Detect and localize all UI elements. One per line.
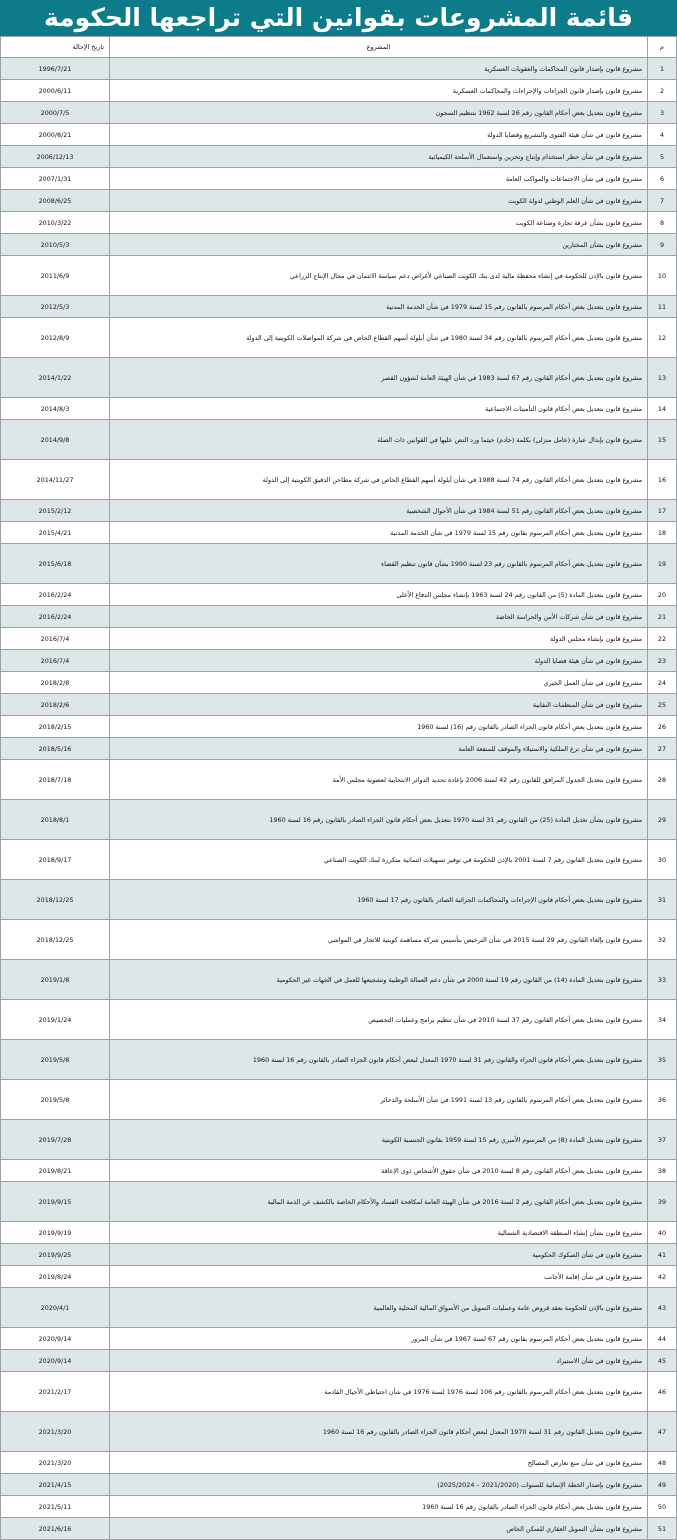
table-row — [1, 1080, 677, 1120]
row-number: 19 — [648, 544, 677, 584]
row-referral-date: 2019/8/24 — [1, 1266, 110, 1288]
table-row — [1, 1244, 677, 1266]
row-number: 44 — [648, 1328, 677, 1350]
row-referral-date: 2019/1/24 — [1, 1000, 110, 1040]
row-number: 14 — [648, 398, 677, 420]
table-row — [1, 146, 677, 168]
row-number: 48 — [648, 1452, 677, 1474]
row-number: 12 — [648, 318, 677, 358]
table-row — [1, 460, 677, 500]
row-number: 50 — [648, 1496, 677, 1518]
table-row — [1, 398, 677, 420]
table-row — [1, 1350, 677, 1372]
row-referral-date: 2018/2/6 — [1, 694, 110, 716]
table-row — [1, 168, 677, 190]
row-number: 28 — [648, 760, 677, 800]
row-referral-date: 2021/3/20 — [1, 1452, 110, 1474]
row-project: مشروع قانون في شأن إقامة الأجانب — [110, 1266, 648, 1288]
row-project: مشروع قانون بإصدار قانون المحاكمات والعقوبات العسكرية — [110, 58, 648, 80]
row-number: 40 — [648, 1222, 677, 1244]
row-referral-date: 2019/1/8 — [1, 960, 110, 1000]
table-row — [1, 420, 677, 460]
row-project: مشروع قانون بشأن التمويل العقاري للسكن الخاص — [110, 1518, 648, 1540]
table-row — [1, 1160, 677, 1182]
row-number: 30 — [648, 840, 677, 880]
row-referral-date: 2018/12/25 — [1, 880, 110, 920]
row-referral-date: 2019/8/21 — [1, 1160, 110, 1182]
row-referral-date: 1996/7/21 — [1, 58, 110, 80]
row-number: 46 — [648, 1372, 677, 1412]
row-number: 1 — [648, 58, 677, 80]
table-row — [1, 840, 677, 880]
table-row — [1, 760, 677, 800]
row-number: 3 — [648, 102, 677, 124]
row-number: 29 — [648, 800, 677, 840]
row-number: 22 — [648, 628, 677, 650]
row-number: 16 — [648, 460, 677, 500]
header-number: م — [648, 37, 677, 58]
row-number: 25 — [648, 694, 677, 716]
row-referral-date: 2018/2/15 — [1, 716, 110, 738]
row-number: 5 — [648, 146, 677, 168]
row-number: 23 — [648, 650, 677, 672]
row-referral-date: 2016/7/4 — [1, 650, 110, 672]
row-referral-date: 2016/7/4 — [1, 628, 110, 650]
row-referral-date: 2014/9/8 — [1, 420, 110, 460]
row-referral-date: 2015/2/12 — [1, 500, 110, 522]
row-referral-date: 2021/4/15 — [1, 1474, 110, 1496]
table-row — [1, 500, 677, 522]
row-project: مشروع قانون بالإذن للحكومة بعقد قروض عامة وعمليات التمويل من الأسواق المالية المحلية والعالمية — [110, 1288, 648, 1328]
table-row — [1, 1288, 677, 1328]
row-referral-date: 2020/4/1 — [1, 1288, 110, 1328]
row-number: 15 — [648, 420, 677, 460]
row-project: مشروع قانون بتعديل المادة (5) من القانون رقم 24 لسنة 1963 بإنشاء مجلس الدفاع الأعلى — [110, 584, 648, 606]
row-project: مشروع قانون بتعديل بعض أحكام القانون رقم 37 لسنة 2010 في شأن تنظيم برامج وعمليات التخصيص — [110, 1000, 648, 1040]
projects-table — [0, 36, 677, 1540]
table-row — [1, 1412, 677, 1452]
row-project: مشروع قانون بتعديل بعض أحكام قانون الجزاء الصادر بالقانون رقم 16 لسنة 1960 — [110, 1496, 648, 1518]
row-number: 34 — [648, 1000, 677, 1040]
row-project: مشروع قانون في شأن نزع الملكية والاستيلاء والموقف للمنفعة العامة — [110, 738, 648, 760]
row-referral-date: 2021/5/11 — [1, 1496, 110, 1518]
table-row — [1, 716, 677, 738]
page-title: قائمة المشروعات بقوانين التي تراجعها الحكومة — [0, 0, 677, 36]
row-project: مشروع قانون بتعديل بعض أحكام قانون الإجراءات والمحاكمات الجزائية الصادر بالقانون رقم 17 لسنة 1960 — [110, 880, 648, 920]
table-row — [1, 1266, 677, 1288]
row-referral-date: 2016/2/24 — [1, 584, 110, 606]
row-project: مشروع قانون بتعديل الجدول المرافق للقانون رقم 42 لسنة 2006 بإعادة تحديد الدوائر الانتخابية لعضوية مجلس الأمة — [110, 760, 648, 800]
table-row — [1, 1496, 677, 1518]
row-project: مشروع قانون بتعديل بعض أحكام المرسوم بالقانون رقم 23 لسنة 1990 بشأن قانون تنظيم القضاء — [110, 544, 648, 584]
row-referral-date: 2007/1/31 — [1, 168, 110, 190]
row-number: 10 — [648, 256, 677, 296]
row-project: مشروع قانون في شأن العلم الوطني لدولة الكويت — [110, 190, 648, 212]
row-number: 20 — [648, 584, 677, 606]
table-row — [1, 234, 677, 256]
row-referral-date: 2011/6/9 — [1, 256, 110, 296]
row-project: مشروع قانون بالإذن للحكومة في إنشاء محفظة مالية لدى بنك الكويت الصناعي لأغراض دعم سياسة الائتمان في مجال الإنتاج الزراعي — [110, 256, 648, 296]
row-number: 42 — [648, 1266, 677, 1288]
row-project: مشروع قانون بتعديل بعض أحكام المرسوم بقانون رقم 67 لسنة 1967 في شأن المرور — [110, 1328, 648, 1350]
row-number: 4 — [648, 124, 677, 146]
row-project: مشروع قانون بتعديل المادة (8) من المرسوم الأميري رقم 15 لسنة 1959 بقانون الجنسية الكويتية — [110, 1120, 648, 1160]
row-number: 51 — [648, 1518, 677, 1540]
row-referral-date: 2018/9/17 — [1, 840, 110, 880]
row-project: مشروع قانون في شأن المنظمات النقابية — [110, 694, 648, 716]
table-row — [1, 1328, 677, 1350]
row-referral-date: 2014/1/22 — [1, 358, 110, 398]
row-project: مشروع قانون في شأن هيئة الفتوى والتشريع وقضايا الدولة — [110, 124, 648, 146]
row-number: 36 — [648, 1080, 677, 1120]
table-row — [1, 1040, 677, 1080]
row-referral-date: 2006/12/13 — [1, 146, 110, 168]
table-row — [1, 256, 677, 296]
table-row — [1, 124, 677, 146]
row-referral-date: 2015/6/18 — [1, 544, 110, 584]
row-referral-date: 2008/6/25 — [1, 190, 110, 212]
row-referral-date: 2019/9/15 — [1, 1182, 110, 1222]
table-row — [1, 800, 677, 840]
row-project: مشروع قانون بإنشاء مجلس الدولة — [110, 628, 648, 650]
table-row — [1, 212, 677, 234]
row-referral-date: 2010/3/22 — [1, 212, 110, 234]
row-referral-date: 2010/5/3 — [1, 234, 110, 256]
row-referral-date: 2012/8/9 — [1, 318, 110, 358]
row-project: مشروع قانون بتعديل بعض أحكام القانون رقم 2 لسنة 2016 في شأن الهيئة العامة لمكافحة الفساد والأحكام الخاصة بالكشف عن الذمة المالية — [110, 1182, 648, 1222]
row-referral-date: 2016/2/24 — [1, 606, 110, 628]
row-project: مشروع قانون بشأن إنشاء المنطقة الاقتصادية الشمالية — [110, 1222, 648, 1244]
row-project: مشروع قانون بتعديل بعض أحكام القانون رقم 51 لسنة 1984 في شأن الأحوال الشخصية — [110, 500, 648, 522]
table-row — [1, 190, 677, 212]
row-project: مشروع قانون بإبدال عبارة (عامل منزلي) بكلمة (خادم) حيثما ورد النص عليها في القوانين ذات الصلة — [110, 420, 648, 460]
row-referral-date: 2019/5/8 — [1, 1080, 110, 1120]
row-number: 17 — [648, 500, 677, 522]
row-number: 43 — [648, 1288, 677, 1328]
row-number: 11 — [648, 296, 677, 318]
row-referral-date: 2021/2/17 — [1, 1372, 110, 1412]
row-project: مشروع قانون بتعديل بعض أحكام المرسوم بالقانون رقم 106 لسنة 1976 لسنة 1976 في شأن احتياطي الأجيال القادمة — [110, 1372, 648, 1412]
row-project: مشروع قانون بتعديل بعض أحكام المرسوم بالقانون رقم 15 لسنة 1979 في شأن الخدمة المدنية — [110, 296, 648, 318]
table-row — [1, 544, 677, 584]
row-project: مشروع قانون بتعديل بعض أحكام القانون رقم 8 لسنة 2010 في شأن حقوق الأشخاص ذوي الإعاقة — [110, 1160, 648, 1182]
row-number: 45 — [648, 1350, 677, 1372]
table-row — [1, 960, 677, 1000]
row-project: مشروع قانون في شأن الاجتماعات والمواكب العامة — [110, 168, 648, 190]
row-number: 6 — [648, 168, 677, 190]
row-referral-date: 2000/7/5 — [1, 102, 110, 124]
table-row — [1, 80, 677, 102]
row-referral-date: 2014/8/3 — [1, 398, 110, 420]
row-referral-date: 2018/7/18 — [1, 760, 110, 800]
table-row — [1, 920, 677, 960]
table-row — [1, 358, 677, 398]
row-referral-date: 2020/9/14 — [1, 1328, 110, 1350]
table-header-row — [1, 37, 677, 58]
row-project: مشروع قانون بشأن تعديل المادة (25) من القانون رقم 31 لسنة 1970 بتعديل بعض أحكام قانون الجزاء الصادر بالقانون رقم 16 لسنة 1960 — [110, 800, 648, 840]
row-number: 8 — [648, 212, 677, 234]
table-row — [1, 1452, 677, 1474]
row-referral-date: 2012/5/3 — [1, 296, 110, 318]
table-row — [1, 694, 677, 716]
row-number: 9 — [648, 234, 677, 256]
row-referral-date: 2018/5/16 — [1, 738, 110, 760]
row-number: 18 — [648, 522, 677, 544]
row-number: 21 — [648, 606, 677, 628]
table-row — [1, 880, 677, 920]
table-row — [1, 1518, 677, 1540]
row-number: 13 — [648, 358, 677, 398]
row-number: 35 — [648, 1040, 677, 1080]
row-referral-date: 2015/4/21 — [1, 522, 110, 544]
row-number: 39 — [648, 1182, 677, 1222]
row-project: مشروع قانون في شأن العمل الخيري — [110, 672, 648, 694]
row-project: مشروع قانون في شأن الاستيراد — [110, 1350, 648, 1372]
table-row — [1, 58, 677, 80]
row-project: مشروع قانون بتعديل القانون رقم 7 لسنة 2001 بالإذن للحكومة في توفير تسهيلات ائتمانية متكررة لبنك الكويت الصناعي — [110, 840, 648, 880]
row-number: 41 — [648, 1244, 677, 1266]
table-row — [1, 318, 677, 358]
row-number: 31 — [648, 880, 677, 920]
row-number: 27 — [648, 738, 677, 760]
row-project: مشروع قانون بتعديل بعض أحكام المرسوم بالقانون رقم 13 لسنة 1991 في شأن الأسلحة والذخائر — [110, 1080, 648, 1120]
row-referral-date: 2018/12/25 — [1, 920, 110, 960]
table-row — [1, 738, 677, 760]
row-number: 2 — [648, 80, 677, 102]
table-row — [1, 1000, 677, 1040]
row-number: 38 — [648, 1160, 677, 1182]
table-row — [1, 1120, 677, 1160]
row-number: 32 — [648, 920, 677, 960]
row-referral-date: 2021/3/20 — [1, 1412, 110, 1452]
row-project: مشروع قانون بشأن غرفة تجارة وصناعة الكويت — [110, 212, 648, 234]
row-number: 47 — [648, 1412, 677, 1452]
table-row — [1, 584, 677, 606]
table-row — [1, 606, 677, 628]
header-referral-date: تاريخ الإحالة — [1, 37, 110, 58]
table-row — [1, 102, 677, 124]
row-referral-date: 2019/9/25 — [1, 1244, 110, 1266]
row-project: مشروع قانون بتعديل بعض أحكام المرسوم بقانون رقم 15 لسنة 1979 في شأن الخدمة المدنية — [110, 522, 648, 544]
row-project: مشروع قانون بإلغاء القانون رقم 29 لسنة 2015 في شأن الترخيص بتأسيس شركة مساهمة كويتية للاتجار في المواشي — [110, 920, 648, 960]
table-row — [1, 672, 677, 694]
row-number: 24 — [648, 672, 677, 694]
table-row — [1, 1222, 677, 1244]
row-project: مشروع قانون في شأن هيئة قضايا الدولة — [110, 650, 648, 672]
row-project: مشروع قانون بإصدار قانون الجزاءات والإجراءات والمحاكمات العسكرية — [110, 80, 648, 102]
row-number: 33 — [648, 960, 677, 1000]
row-project: مشروع قانون في شأن الصكوك الحكومية — [110, 1244, 648, 1266]
row-project: مشروع قانون بتعديل المادة (14) من القانون رقم 19 لسنة 2000 في شأن دعم العمالة الوطنية وتشجيعها للعمل في الجهات غير الحكومية — [110, 960, 648, 1000]
row-referral-date: 2000/8/21 — [1, 124, 110, 146]
row-number: 49 — [648, 1474, 677, 1496]
table-row — [1, 650, 677, 672]
row-number: 7 — [648, 190, 677, 212]
header-project: المشروع — [110, 37, 648, 58]
row-project: مشروع قانون بتعديل بعض أحكام المرسوم بالقانون رقم 34 لسنة 1980 في شأن أيلولة أسهم القطاع الخاص في شركة المواصلات الكويتية إلى الدولة — [110, 318, 648, 358]
table-row — [1, 296, 677, 318]
table-row — [1, 1182, 677, 1222]
row-number: 26 — [648, 716, 677, 738]
row-referral-date: 2018/2/8 — [1, 672, 110, 694]
row-project: مشروع قانون بتعديل بعض أحكام قانون التأمينات الاجتماعية — [110, 398, 648, 420]
row-referral-date: 2014/11/27 — [1, 460, 110, 500]
row-project: مشروع قانون بإصدار الخطة الإنمائية للسنوات (2021/2020 – 2025/2024) — [110, 1474, 648, 1496]
row-project: مشروع قانون بتعديل بعض أحكام القانون رقم 26 لسنة 1962 بتنظيم السجون — [110, 102, 648, 124]
table-row — [1, 1372, 677, 1412]
table-row — [1, 628, 677, 650]
row-project: مشروع قانون بشأن المختارين — [110, 234, 648, 256]
row-project: مشروع قانون بتعديل بعض أحكام القانون رقم 67 لسنة 1983 في شأن الهيئة العامة لشؤون القصر — [110, 358, 648, 398]
row-project: مشروع قانون بتعديل القانون رقم 31 لسنة 1970 المعدل لبعض أحكام قانون الجزاء الصادر بالقانون رقم 16 لسنة 1960 — [110, 1412, 648, 1452]
row-number: 37 — [648, 1120, 677, 1160]
row-referral-date: 2019/7/28 — [1, 1120, 110, 1160]
row-referral-date: 2018/8/1 — [1, 800, 110, 840]
row-project: مشروع قانون بتعديل بعض أحكام قانون الجزاء الصادر بالقانون رقم (16) لسنة 1960 — [110, 716, 648, 738]
row-project: مشروع قانون في شأن شركات الأمن والحراسة الخاصة — [110, 606, 648, 628]
row-project: مشروع قانون بتعديل بعض أحكام القانون رقم 74 لسنة 1988 في شأن أيلولة أسهم القطاع الخاص في شركة مطاحن الدقيق الكويتية إلى الدولة — [110, 460, 648, 500]
row-project: مشروع قانون في شأن حظر استخدام وإنتاج وتخزين واستعمال الأسلحة الكيميائية — [110, 146, 648, 168]
table-row — [1, 522, 677, 544]
row-project: مشروع قانون في شأن منع تعارض المصالح — [110, 1452, 648, 1474]
row-project: مشروع قانون بتعديل بعض أحكام قانون الجزاء والقانون رقم 31 لسنة 1970 المعدل لبعض أحكام قانون الجزاء الصادر بالقانون رقم 16 لسنة 1960 — [110, 1040, 648, 1080]
table-row — [1, 1474, 677, 1496]
row-referral-date: 2000/6/11 — [1, 80, 110, 102]
row-referral-date: 2019/9/19 — [1, 1222, 110, 1244]
row-referral-date: 2021/6/16 — [1, 1518, 110, 1540]
table-body — [1, 58, 677, 1540]
row-referral-date: 2020/9/14 — [1, 1350, 110, 1372]
row-referral-date: 2019/5/8 — [1, 1040, 110, 1080]
